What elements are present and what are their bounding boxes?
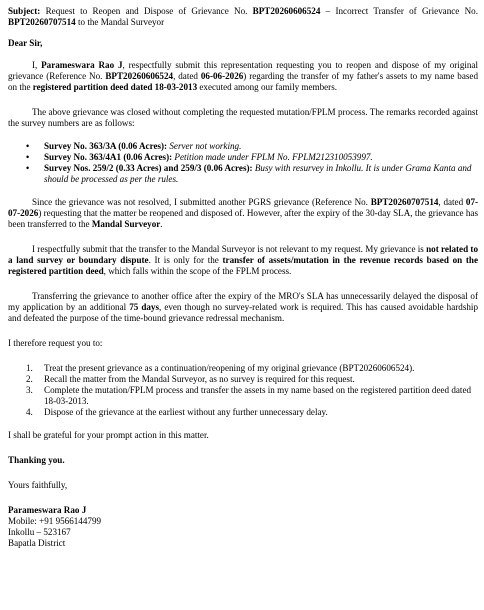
delay-days: 75 days [129,302,160,312]
paragraph-introduction: I, Parameswara Rao J, respectfully submit this representation requesting you to reopen and dispose of my original grievance (Reference No. BPT20260606524, dated 06-06-2026) regarding the transfer of my father's assets to my name based on the registered partition deed dated 18-03-2013 executed among our family members. [8,60,478,92]
signatory-district: Bapatla District [8,538,66,548]
list-item [26,385,478,407]
subject-text-3: to the Mandal Surveyor [75,17,165,27]
survey-label: Survey No. 363/3A (0.06 Acres): [44,141,168,151]
paragraph-closure-remarks: The above grievance was closed without completing the requested mutation/FPLM process. The remarks recorded against the survey numbers are as follows: [8,107,478,128]
paragraph-second-grievance: Since the grievance was not resolved, I submitted another PGRS grievance (Reference No. BPT20260707514, dated 07-07-2026) requesting that the matter be reopened and disposed of. However, after the expiry of the 30-day SLA, the grievance has been transferred to the Mandal Surveyor. [8,197,479,229]
original-reference-number: BPT20260606524 [105,71,174,81]
bullet-icon: • [26,163,30,173]
bullet-icon: • [26,141,30,151]
sign-off: Yours faithfully, [8,480,68,490]
list-item [26,374,478,385]
list-item [26,163,478,185]
subject-text-2: – Incorrect Transfer of Grievance No. [320,6,478,16]
request-text: Dispose of the grievance at the earliest without any further unnecessary delay. [44,407,328,417]
request-text: Treat the present grievance as a continuation/reopening of my original grievance (BPT20260606524). [44,363,415,373]
request-text: Recall the matter from the Mandal Surveyor, as no survey is required for this request. [44,374,355,384]
subject-label: Subject: [8,6,41,16]
salutation: Dear Sir, [8,38,43,48]
survey-remark: Server not working. [167,141,242,151]
bullet-icon: • [26,152,30,162]
list-item [26,141,478,152]
list-number: 4. [26,407,33,417]
survey-remark: Busy with resurvey in Inkollu. It is under Grama Kanta and should be processed as per the rules. [44,163,472,184]
list-item [26,407,478,418]
mutation-request-statement: transfer of assets/mutation in the revenue records based on the registered partition deed [8,255,478,276]
paragraph-delay: Transferring the grievance to another office after the expiry of the MRO's SLA has unnecessarily delayed the disposal of my application by an additional 75 days, even though no survey-related work is required. This has caused avoidable hardship and defeated the purpose of the time-bound grievance redressal mechanism. [8,291,478,323]
paragraph-not-survey-related: I respectfully submit that the transfer to the Mandal Surveyor is not relevant to my request. My grievance is not related to a land survey or boundary dispute. It is only for the transfer of assets/mutation in the revenue records based on the registered partition deed, which falls within the scope of the FPLM process. [8,244,478,276]
list-number: 3. [26,385,33,395]
request-intro: I therefore request you to: [8,338,103,348]
signatory-name: Parameswara Rao J [8,505,87,515]
request-list [8,363,478,418]
signature-block [8,505,478,549]
list-number: 1. [26,363,33,373]
original-grievance-date: 06-06-2026 [200,71,244,81]
subject-line [8,6,478,28]
survey-remarks-list [8,141,478,185]
list-item [26,152,478,163]
not-survey-dispute-statement: not related to a land survey or boundary dispute [8,244,478,265]
subject-grievance-number: BPT20260606524 [252,6,321,16]
closing-line: I shall be grateful for your prompt action in this matter. [8,430,209,440]
survey-label: Survey Nos. 259/2 (0.33 Acres) and 259/3 (0.06 Acres): [44,163,253,173]
subject-transferred-number: BPT20260707514 [8,17,76,27]
signatory-mobile: Mobile: +91 9566144799 [8,516,102,526]
survey-label: Survey No. 363/4A1 (0.06 Acres): [44,152,173,162]
applicant-name: Parameswara Rao J [41,60,123,70]
partition-deed-reference: registered partition deed dated 18-03-2013 [32,82,198,92]
subject-text-1: Request to Reopen and Dispose of Grievance No. [40,6,253,16]
second-grievance-date: 07-07-2026 [8,197,479,218]
survey-remark: Petition made under FPLM No. FPLM212310053997. [172,152,373,162]
signatory-place: Inkollu – 523167 [8,527,71,537]
request-text: Complete the mutation/FPLM process and transfer the assets in my name based on the registered partition deed dated 18-03-2013. [44,385,472,406]
list-number: 2. [26,374,33,384]
mandal-surveyor: Mandal Surveyor [91,219,161,229]
thanks-line: Thanking you. [8,455,65,465]
list-item [26,363,478,374]
second-reference-number: BPT20260707514 [370,197,439,207]
